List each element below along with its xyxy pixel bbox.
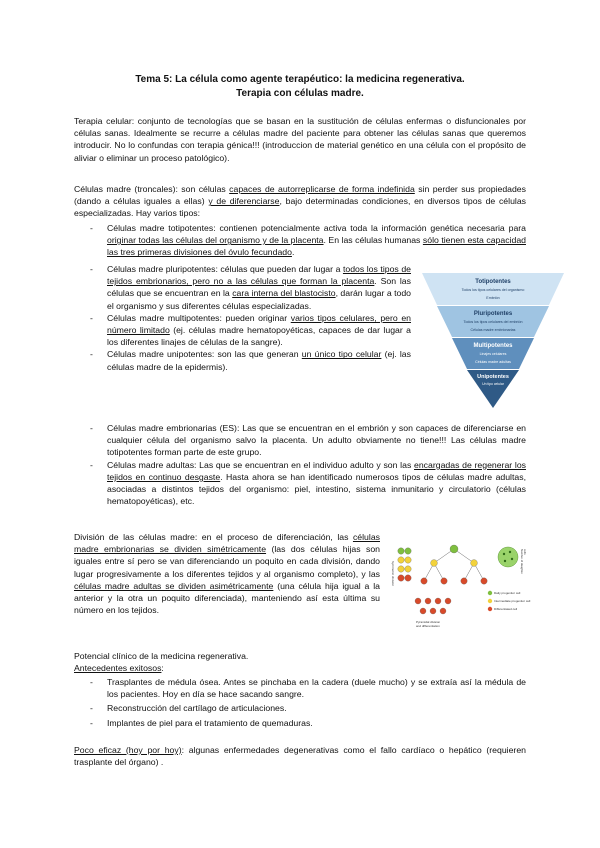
underlined-text: un único tipo celular bbox=[301, 349, 382, 360]
text: . bbox=[291, 247, 295, 258]
text: Células madre (troncales): son células bbox=[74, 184, 230, 194]
level-name: Totipotentes bbox=[475, 279, 511, 285]
list-item-embrionarias: - Células madre embrionarias (ES): Las que se encuentran en el embrión y son capaces de diferenciarse en cualquier célula del organismo salvo la placenta. Un adulto obviamente no tiene!!! Las células madre totipotentes forman parte de este grupo. bbox=[74, 422, 526, 459]
cell bbox=[398, 557, 404, 563]
level-name: Unipotentes bbox=[477, 374, 509, 380]
antecedentes-heading bbox=[74, 662, 526, 674]
underlined-text: varios tipos celulares, pero en número limitado bbox=[107, 312, 411, 336]
differentiated-cell bbox=[440, 608, 446, 614]
legend-swatch-yellow bbox=[488, 599, 492, 603]
progenitor-cell bbox=[431, 560, 438, 567]
tipos-list-top bbox=[74, 222, 526, 259]
legend-label: Differentiated cell bbox=[494, 607, 518, 612]
cell-dot bbox=[511, 558, 513, 560]
text: Células madre unipotentes: son las que generan bbox=[107, 349, 302, 360]
level-name: Pluripotentes bbox=[473, 311, 513, 317]
text: , darán lugar a todo el organismo y sus diferentes células especializadas. bbox=[107, 288, 411, 311]
differentiated-cell bbox=[441, 578, 447, 584]
text: , bajo determinadas condiciones, en diversos tipos de células especializadas. Hay varios tipos: bbox=[74, 196, 527, 219]
underlined-text: Antecedentes exitosos bbox=[74, 663, 162, 673]
text: División de las células madre: en el proceso de diferenciación, las bbox=[74, 532, 353, 542]
page-title bbox=[60, 73, 540, 101]
differentiated-cell bbox=[421, 578, 427, 584]
cell bbox=[398, 566, 404, 572]
level-desc: Todos los tipos celulares del organismo bbox=[461, 288, 525, 292]
differentiated-cell bbox=[420, 608, 426, 614]
progenitor-cell bbox=[471, 560, 478, 567]
differentiated-cell bbox=[430, 608, 436, 614]
text: Células madre adultas: Las que se encuentran en el individuo adulto y son las bbox=[107, 459, 415, 470]
text: Células madre multipotentes: pueden originar bbox=[107, 312, 291, 323]
cell-division-diagram bbox=[388, 541, 531, 634]
underlined-text: Poco eficaz (hoy por hoy) bbox=[74, 745, 182, 755]
daughter-cells-label-2: cells bbox=[523, 549, 527, 555]
list-item: - Implantes de piel para el tratamiento de quemaduras. bbox=[74, 717, 526, 729]
list-item-unipotentes bbox=[74, 348, 411, 372]
underlined-text: células madre adultas se dividen asimétricamente bbox=[74, 580, 274, 591]
cell bbox=[405, 575, 411, 581]
stem-cell bbox=[450, 545, 458, 553]
text: sin perder sus propiedades (dando a células iguales a ellas) bbox=[74, 184, 526, 207]
list-item-adultas bbox=[74, 459, 526, 508]
cell bbox=[405, 557, 411, 563]
underlined-text: encargadas de regenerar los tejidos en continuo desgaste bbox=[107, 459, 526, 482]
underlined-text: células madre embrionarias se dividen simétricamente bbox=[74, 532, 380, 555]
differentiated-cell bbox=[425, 598, 431, 604]
title-line-2: Terapia con células madre. bbox=[236, 88, 364, 99]
text: : bbox=[161, 663, 164, 673]
tipos-list-narrow bbox=[74, 263, 411, 373]
level-example: Células madre adultas bbox=[475, 360, 511, 364]
level-example: Células madre embrionarias bbox=[470, 328, 516, 332]
text: . Son las células que se encuentran en la bbox=[107, 276, 411, 299]
text: Células madre pluripotentes: células que pueden dar lugar a bbox=[107, 264, 343, 274]
cell bbox=[405, 566, 411, 572]
poco-eficaz-paragraph bbox=[74, 744, 526, 768]
potency-pyramid-figure bbox=[422, 273, 564, 408]
list-item: - Trasplantes de médula ósea. Antes se pinchaba en la cadera (duele mucho) y se extraía así la médula de los pacientes. Hoy en día se hace sacando sangre. bbox=[74, 676, 526, 700]
underlined-text: cara interna del blastocisto bbox=[232, 288, 336, 299]
cell-dot bbox=[504, 560, 506, 562]
cell-cluster bbox=[498, 547, 518, 567]
text: . Hasta ahora se han identificado numerosos tipos de células madre adultas, asociadas a distintos tejidos del organismo: piel, intestino, sistema inmunitario y circulatorio (células hematopoyéticas), etc. bbox=[107, 471, 526, 507]
symmetric-cells bbox=[398, 548, 411, 581]
level-desc: Todos los tipos celulares del embrión bbox=[463, 320, 523, 324]
pyramidal-division-label: Pyramidal division bbox=[416, 620, 441, 624]
legend-label: Intermediate progenitor cell bbox=[494, 599, 531, 604]
differentiated-cell bbox=[445, 598, 451, 604]
list-item: - Reconstrucción del cartílago de articulaciones. bbox=[74, 702, 526, 714]
division-paragraph bbox=[74, 531, 380, 616]
symmetric-division-label: Symmetric division bbox=[391, 561, 395, 587]
differentiation-label: and differentiation bbox=[416, 624, 440, 628]
underlined-text: y de diferenciarse bbox=[208, 196, 280, 207]
legend-swatch-green bbox=[488, 591, 492, 595]
text: : algunas enfermedades degenerativas como el fallo cardíaco o hepático (requieren trasplante del órgano) . bbox=[74, 745, 526, 768]
potencial-title: Potencial clínico de la medicina regenerativa. bbox=[74, 651, 249, 661]
list-item-multipotentes bbox=[74, 312, 411, 349]
differentiated-cell bbox=[435, 598, 441, 604]
diagram-legend bbox=[488, 591, 531, 611]
asymmetric-tree bbox=[415, 545, 487, 614]
legend-label: Daily progenitor cell bbox=[494, 591, 521, 596]
underlined-text: todos los tipos de tejidos embrionarios, pero no a las células que forman la placenta bbox=[107, 264, 411, 287]
underlined-text: capaces de autorreplicarse de forma indefinida bbox=[229, 184, 415, 194]
differentiated-cell bbox=[415, 598, 421, 604]
cell-dot bbox=[509, 551, 511, 553]
underlined-text: sólo tienen esta capacidad las tres primeras divisiones del óvulo fecundado bbox=[107, 235, 526, 258]
text: (ej. las células madre de la epidermis). bbox=[107, 349, 411, 372]
cell bbox=[398, 548, 404, 554]
text: . En las células humanas bbox=[323, 235, 423, 246]
legend-swatch-red bbox=[488, 607, 492, 611]
cell-dot bbox=[503, 553, 505, 555]
list-item-pluripotentes bbox=[74, 263, 411, 312]
title-line-1: Tema 5: La célula como agente terapéutico: la medicina regenerativa. bbox=[135, 74, 465, 85]
differentiated-cell bbox=[461, 578, 467, 584]
pyramid-level-totipotentes bbox=[422, 273, 564, 305]
text: Células madre totipotentes: contienen potencialmente activa toda la información genética necesaria para bbox=[107, 223, 526, 233]
pyramid-level-unipotentes bbox=[467, 370, 519, 408]
origen-list bbox=[74, 422, 526, 507]
text: (las dos células hijas son iguales entre sí pero se van diferenciando un poquito en cada división, dando lugar progresivamente a los diferentes tejidos y al organismo completo), y las bbox=[74, 544, 380, 579]
level-example: Embrión bbox=[486, 296, 500, 300]
level-desc: Un tipo celular bbox=[482, 382, 504, 386]
text: (ej. células madre hematopoyéticas, capaces de dar lugar a los diferentes linajes de células de la sangre). bbox=[107, 325, 411, 348]
level-name: Multipotentes bbox=[473, 343, 513, 349]
terapia-celular-paragraph: Terapia celular: conjunto de tecnologías que se basan en la sustitución de células enfermas o disfuncionales por células sanas. Idealmente se recurre a células madre del paciente para obtener las células sanas que queremos introducir. No lo confundas con terapia génica!!! (introduccion de material genético en una célula con el propósito de aliviar o eliminar un proceso patológico). bbox=[74, 116, 526, 163]
text: (una célula hija igual a la anterior y la otra un poquito diferenciada), manteniendo así esta última su número en los tejidos. bbox=[74, 580, 380, 616]
pyramid-level-pluripotentes bbox=[437, 306, 549, 337]
celulas-madre-paragraph bbox=[74, 183, 526, 220]
list-item-totipotentes bbox=[74, 222, 526, 259]
daughter-cells-label-1: Number of daughter bbox=[520, 549, 524, 574]
daughter-cell-cluster bbox=[498, 547, 518, 567]
level-desc: Linajes celulares bbox=[479, 352, 507, 356]
antecedentes-list bbox=[74, 676, 526, 729]
cell bbox=[398, 575, 404, 581]
cell bbox=[405, 548, 411, 554]
pyramid-level-multipotentes bbox=[452, 338, 534, 369]
underlined-text: originar todas las células del organismo y de la placenta bbox=[107, 235, 324, 246]
differentiated-cell bbox=[481, 578, 487, 584]
